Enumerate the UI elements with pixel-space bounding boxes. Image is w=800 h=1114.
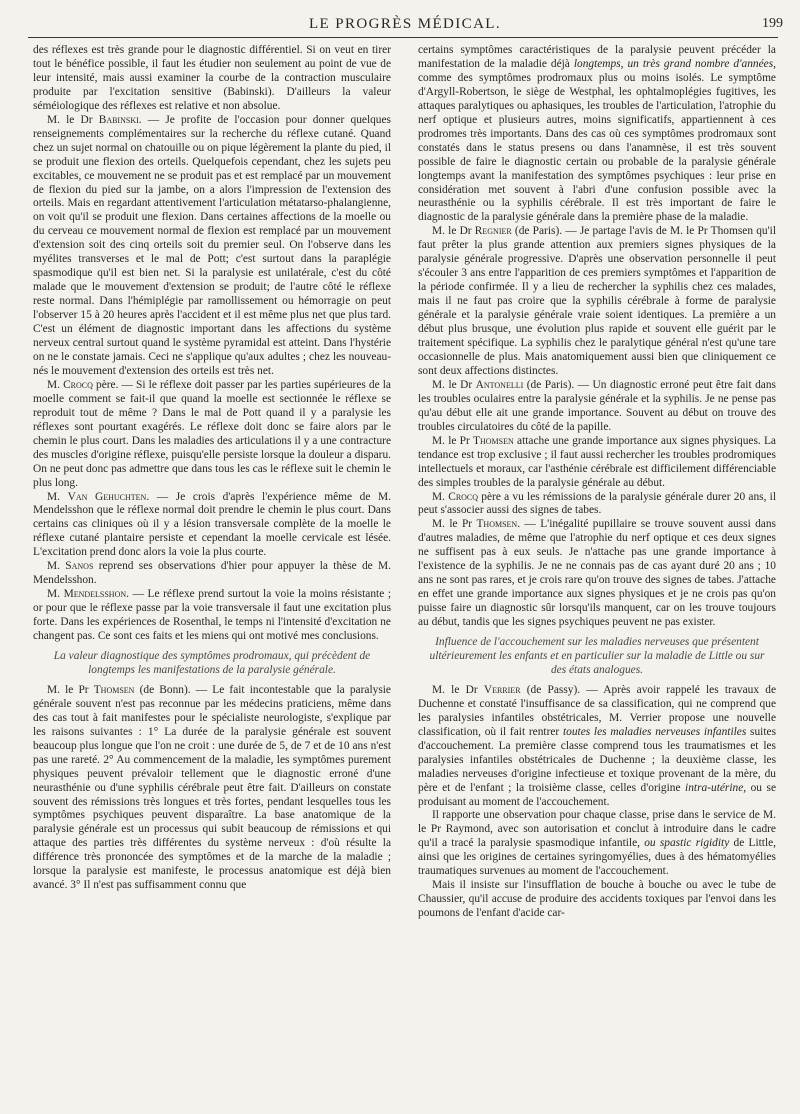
- paragraph: [33, 114, 391, 379]
- speaker-name: Sanos: [65, 560, 94, 573]
- speaker-name: Thomsen: [476, 518, 518, 531]
- text-run: Mais il insiste sur l'insufflation de bouche à bouche ou avec le tube de Chaussier, qu'il accuse de produire des accidents toxiques par l'envoi dans les poumons de l'enfant d'acide car-: [418, 879, 776, 920]
- text-run: M. le Pr: [432, 518, 477, 531]
- speaker-name: Verrier: [483, 683, 521, 696]
- text-run: suites d'accouchement. La première classe comprend tous les traumatismes et les paralysies infantiles obstétricales de Duchenne ; la deuxième classe, les maladies nerveuses d'origine infectieuse et toxique provenant de la mère, du père et de l'enfant ; la troisième classe, celles d'origine: [418, 725, 776, 794]
- paragraph: [418, 879, 776, 921]
- paragraph: [33, 560, 391, 588]
- running-title: LE PROGRÈS MÉDICAL.: [308, 16, 502, 32]
- text-run: (de Bonn). — Le fait incontestable que la paralysie générale souvent n'est pas reconnue par les médecins praticiens, même dans des cas tout à fait manifestes pour le spécialiste neurologiste, s'explique par les raisons suivantes : 1° La durée de la paralysie générale est souvent beaucoup plus longue que l'on ne croit : une durée de 5, de 7 et de 10 ans n'est pas une rareté. 2° Au commencement de la maladie, les symptômes purement physiques peuvent prévaloir tellement que le diagnostic erroné d'une neurasthénie ou d'une syphilis cérébrale peut être fait. D'ailleurs on constate souvent des rémissions très longues et très fortes, pendant lesquelles tous les symptômes psychiques peuvent disparaître. La base anatomique de la paralysie générale est un processus qui subit beaucoup de rémissions et qui attaque des parties très différentes du système nerveux : d'où résulte la différence très prononcée des symptômes et de la marche de la maladie ; lorsque la paralysie est manifeste, le processus anatomique est déjà bien avancé. 3° Il n'est pas suffisamment connu que: [33, 683, 391, 892]
- paragraph: [418, 809, 776, 879]
- text-run: reprend ses observations d'hier pour appuyer la thèse de M. Mendelsshon.: [33, 560, 391, 587]
- paragraph: [418, 491, 776, 519]
- text-run: de Little, ainsi que les origines de certaines syringomyélies, dues à des hématomyélies traumatiques survenues au moment de l'accouchement.: [418, 837, 776, 878]
- speaker-name: Babinski: [98, 113, 139, 126]
- text-run: M. le Dr: [47, 113, 99, 126]
- text-run: M.: [47, 378, 64, 391]
- text-run: M.: [47, 588, 64, 601]
- text-run: père. — Si le réflexe doit passer par les parties supérieures de la moelle comment se fait-il que quand la moelle est sectionnée le réflexe se reproduit tout de même ? Dans le mal de Pott quand il y a paralysie les réflexes sont pourtant exagérés. Le réflexe doit donc se faire alors par le chemin le plus court. Dans les maladies des articulations il y a une contracture des muscles d'origine réflexe, puisqu'elle persiste lorsque la douleur a disparu. On ne peut donc pas admettre que dans tous les cas le réflexe suit le chemin le plus long.: [33, 378, 391, 489]
- text-run: comme des symptômes prodromaux plus ou moins isolés. Le symptôme d'Argyll-Robertson, le siège de Westphal, les ophtalmoplégies fugitives, les attaques paralytiques ou aphasiques, les troubles de l'articulation, l'atrophie du nerf optique et plusieurs autres, moins significatifs, appartiennent à ces prodromes très importants. Dans des cas où ces symptômes prodromaux sont constatés dans le status presens ou dans l'anamnèse, il est très souvent possible de faire le diagnostic certain ou probable de la paralysie générale longtemps avant la manifestation des symptômes psychiques : leur prise en considération met souvent à l'abri d'une confusion possible avec la neurasthénie ou la syphilis cérébrale. Il est très important de faire le diagnostic de la paralysie générale dans la première phase de la maladie.: [418, 71, 776, 224]
- paragraph: [33, 684, 391, 893]
- italic-text: longtemps, un très grand nombre d'années,: [573, 57, 776, 70]
- italic-text: toutes les maladies nerveuses infantiles: [562, 725, 747, 738]
- header-rule: [28, 37, 778, 38]
- text-run: Il rapporte une observation pour chaque classe, prise dans le service de M. le Pr Raymond, avec son autorisation et conclut à introduire dans le cadre qu'il a tracé la paralysie spasmodique infantile,: [418, 809, 776, 850]
- speaker-name: Regnier: [474, 225, 512, 238]
- text-run: . — L'inégalité pupillaire se trouve souvent aussi dans d'autres maladies, de même que l'atrophie du nerf optique et ces deux signes ne suffisent pas à eux seuls. Je n'attache pas une grande importance à l'existence de la syphilis. Je ne ne connais pas de cas ayant duré 20 ans ; 10 ans ne sont pas rares, et je crois rare qu'on trouve des signes de tabes. J'attache en effet une grande importance aux signes physiques et je ne crois pas qu'on puisse faire un diagnostic sûr lorsqu'ils manquent, car on les trouve toujours au début, tandis que les signes psychiques peuvent ne pas exister.: [418, 518, 776, 629]
- text-run: des réflexes est très grande pour le diagnostic différentiel. Si on veut en tirer tout le bénéfice possible, il faut les étudier non seulement au point de vue de leur intensité, mais aussi examiner la courbe de la contraction musculaire produite par l'excitation sensitive (Babinski). D'ailleurs la valeur séméiologique des réflexes est relative et non absolue.: [33, 44, 391, 112]
- italic-text: ou spastic rigidity: [644, 837, 730, 850]
- text-run: certains symptômes caractéristiques de la paralysie peuvent précéder la manifestation de la maladie déjà: [418, 44, 776, 70]
- text-run: M. le Dr: [432, 683, 484, 696]
- text-run: Influence de l'accouchement sur les maladies nerveuses que présentent ultérieurement les enfants et en particulier sur la maladie de Little ou sur des états analogues.: [429, 636, 765, 676]
- text-run: M. le Pr: [47, 683, 94, 696]
- text-run: M.: [47, 490, 68, 503]
- text-run: . — Je crois d'après l'expérience même de M. Mendelsshon que le réflexe normal doit prendre le chemin le plus court. Dans certains cas cliniques où il y a lésion transversale complète de la moelle le réflexe cutané plantaire persiste et cependant la moelle cervicale est lésée. L'excitation prend donc alors la voie la plus courte.: [33, 490, 391, 559]
- text-run: (de Passy). — Après avoir rappelé les travaux de Duchenne et constaté l'insuffisance de sa classification, qui ne comprend que les paralysies infantiles obstétricales, M. Verrier propose une nouvelle classification, où il fait rentrer: [418, 683, 776, 738]
- paragraph: [418, 379, 776, 435]
- speaker-name: Crocq: [448, 490, 479, 503]
- paragraph: [418, 518, 776, 630]
- paragraph: [418, 435, 776, 491]
- paragraph: [418, 44, 776, 225]
- left-column: [33, 44, 391, 1106]
- speaker-name: Mendelsshon: [63, 588, 127, 601]
- text-run: M.: [432, 490, 449, 503]
- paragraph: [418, 684, 776, 810]
- text-run: . — Je profite de l'occasion pour donner quelques renseignements complémentaires sur la recherche du réflexe cutané. Quand chez un sujet normal on chatouille ou on pique légèrement la plante du pied, il se produit une flexion des orteils. Quelquefois cependant, chez les sujets peu excitables, ce mouvement ne se produit pas et est remplacé par un mouvement de flexion du pied sur la jambe, on a alors l'impression de l'extension des orteils. Mais en regardant attentivement l'articulation métatarso-phalangienne, on voit qu'il se produit une flexion. Dans certaines affections de la moelle ou du cerveau ce mouvement normal de flexion est remplacé par un mouvement d'extension soit des cinq orteils soit du premier seul. On l'observe dans les myélites transverses et le mal de Pott; c'est surtout dans la paraplégie spasmodique qu'il est bien net. Si la paralysie est unilatérale, c'est du côté malade que le mouvement d'extension se produit; de l'autre côté le réflexe reste normal. Dans l'hémiplégie par ramollissement ou hémorragie on peut l'observer 15 à 20 heures après l'accident et il est même plus net que plus tard. C'est un élément de diagnostic important dans les affections du système nerveux central surtout quand le système pyramidal est atteint. Dans l'hystérie on ne le constate jamais. Ceci ne s'applique qu'aux adultes ; chez les nouveau-nés le mouvement d'extension des orteils est très net.: [33, 113, 391, 377]
- text-run: attache une grande importance aux signes physiques. La tendance est trop exclusive ; il faut aussi rechercher les troubles prodromiques intellectuels et moraux, car l'asthénie cérébrale est difficilement différenciable des simples troubles de la paralysie générale au début.: [418, 434, 776, 489]
- speaker-name: Thomsen: [473, 434, 514, 447]
- paragraph: [418, 225, 776, 378]
- section-heading: [39, 650, 385, 678]
- text-run: M. le Pr: [432, 434, 474, 447]
- text-run: M. le Dr: [432, 225, 475, 238]
- speaker-name: Van Gehuchten: [67, 490, 147, 503]
- text-run: La valeur diagnostique des symptômes prodromaux, qui précèdent de longtemps les manifestations de la paralysie générale.: [53, 649, 371, 676]
- text-run: M. le Dr: [432, 378, 476, 391]
- text-run: M.: [47, 560, 66, 573]
- paragraph: [33, 379, 391, 491]
- text-run: ou se produisant au moment de l'accouchement.: [418, 781, 776, 808]
- speaker-name: Crocq: [63, 378, 93, 391]
- paragraph: [33, 44, 391, 114]
- right-column: [418, 44, 776, 1106]
- paragraph: [33, 491, 391, 561]
- text-run: (de Paris). — Un diagnostic erroné peut être fait dans les troubles oculaires entre la paralysie générale et la syphilis. Je ne pense pas qu'au début elle ait une grande importance. Souvent au début on trouve des troubles circulatoires du côté de la papille.: [418, 378, 776, 433]
- speaker-name: Thomsen: [93, 683, 135, 696]
- page-number: 199: [762, 16, 783, 31]
- italic-text: intra-utérine,: [685, 781, 747, 794]
- text-run: (de Paris). — Je partage l'avis de M. le Pr Thomsen qu'il faut prêter la plus grande attention aux premiers signes physiques de la paralysie générale progressive. D'après une observation personnelle il peut s'écouler 3 ans entre l'apparition de ces premiers symptômes et l'apparition de la période confirmée. Il y a lieu de rechercher la syphilis chez ces malades, mais il ne faut pas croire que la syphilis cérébrale à forme de paralysie générale et la paralysie générale vraie soient identiques. La première a un début plus brusque, une évolution plus rapide et souvent elle guérit par le traitement spécifique. La syphilis chez le paralytique général n'est qu'une tare occasionnelle de plus. Mais anatomiquement aussi bien que cliniquement ce sont deux affections distinctes.: [418, 225, 776, 377]
- text-run: père a vu les rémissions de la paralysie générale durer 20 ans, il peut s'associer aussi des signes de tabes.: [418, 490, 776, 517]
- speaker-name: Antonelli: [475, 378, 524, 391]
- text-run: . — Le réflexe prend surtout la voie la moins résistante ; or pour que le réflexe passe par la voie transversale il faut une excitation plus forte. Dans les expériences de Rosenthal, le temps ni l'intensité d'excitation ne changent pas. Ce sont ces faits et les miens qui ont motivé mes conclusions.: [33, 588, 391, 643]
- paragraph: [33, 588, 391, 644]
- page-header: [25, 14, 785, 38]
- section-heading: [424, 636, 770, 678]
